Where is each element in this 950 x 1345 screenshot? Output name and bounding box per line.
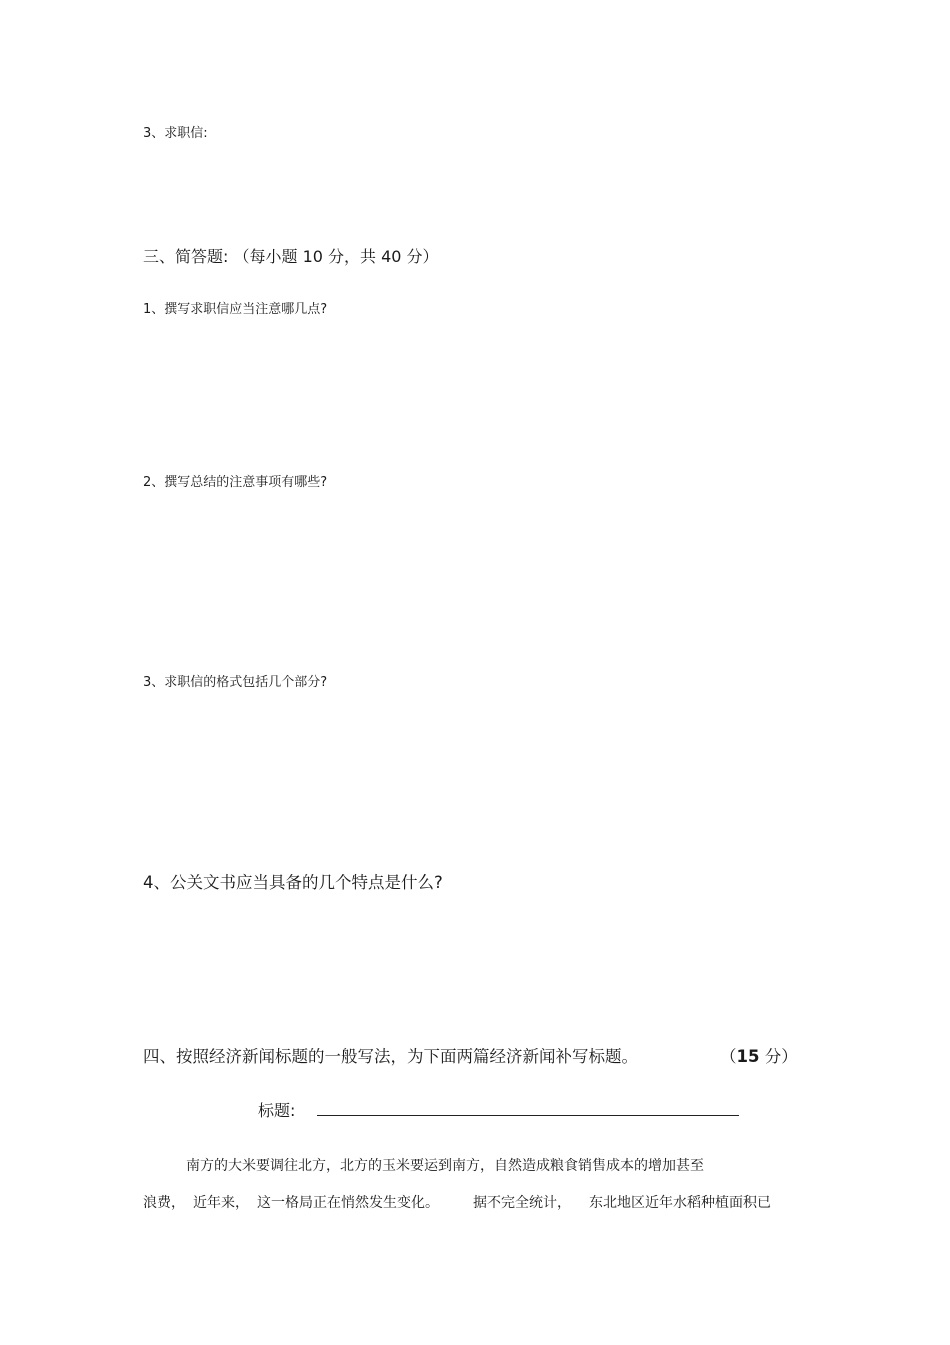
para-segment-b: 近年来， [193, 1195, 249, 1211]
section-heading-text: 四、按照经济新闻标题的一般写法，为下面两篇经济新闻补写标题。 [143, 1047, 638, 1066]
question-4: 4、公关文书应当具备的几个特点是什么? [143, 873, 443, 892]
para-segment-d: 据不完全统计， [473, 1195, 571, 1211]
score-close: 分） [759, 1047, 798, 1066]
score-open: （ [720, 1047, 737, 1066]
question-2: 2、撰写总结的注意事项有哪些? [143, 475, 328, 490]
para-segment-c: 这一格局正在悄然发生变化。 [257, 1195, 439, 1211]
title-answer-line [317, 1115, 739, 1116]
para-segment-e: 东北地区近年水稻种植面积已 [589, 1195, 771, 1211]
para-segment-a: 浪费， [143, 1195, 185, 1211]
section-heading-short-answer: 三、简答题: （每小题 10 分，共 40 分） [143, 247, 439, 266]
section-score [720, 1043, 798, 1067]
news-paragraph-line-2 [143, 1192, 771, 1212]
section-heading-news-title [143, 1043, 798, 1067]
question-3: 3、求职信的格式包括几个部分? [143, 675, 328, 690]
score-value: 15 [736, 1047, 760, 1066]
title-label: 标题: [258, 1101, 296, 1120]
news-paragraph-line-1: 南方的大米要调往北方，北方的玉米要运到南方，自然造成粮食销售成本的增加甚至 [186, 1158, 704, 1174]
item-cover-letter: 3、求职信: [143, 126, 208, 141]
question-1: 1、撰写求职信应当注意哪几点? [143, 302, 328, 317]
